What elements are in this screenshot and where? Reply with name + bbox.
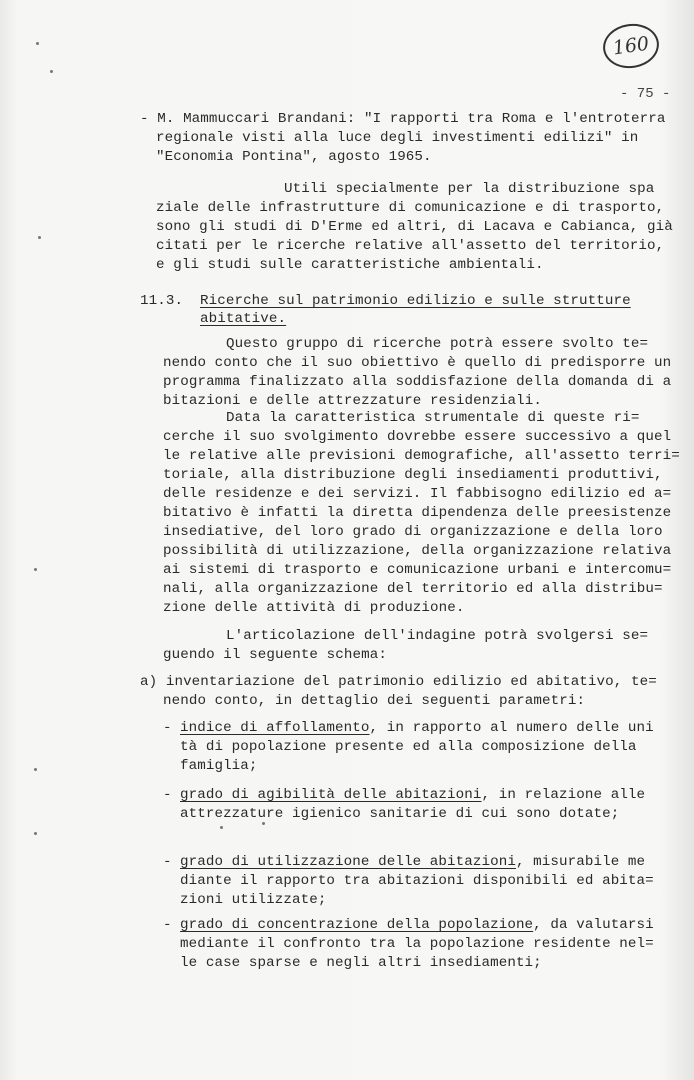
- scan-speck: [36, 42, 39, 45]
- intro-line-1: Utili specialmente per la distribuzione spa: [284, 181, 655, 197]
- bullet-2-line-1: [180, 786, 645, 804]
- bullet-2-rest: , in relazione alle: [481, 787, 646, 803]
- bullet-4-term: grado di concentrazione della popolazione: [180, 917, 534, 933]
- para3-line-1: L'articolazione dell'indagine potrà svolgersi se=: [226, 628, 649, 644]
- reference-line-2: regionale visti alla luce degli investimenti edilizi" in: [156, 130, 639, 146]
- scan-speck: [38, 236, 41, 239]
- section-title-line-2: abitative.: [200, 311, 287, 327]
- bullet-1-term: indice di affollamento: [180, 720, 370, 736]
- section-title-line-1: Ricerche sul patrimonio edilizio e sulle strutture: [200, 293, 631, 309]
- bullet-4-line-2: mediante il confronto tra la popolazione residente nel=: [180, 936, 654, 952]
- item-a-line-2: nendo conto, in dettaglio dei seguenti parametri:: [163, 693, 586, 709]
- para2-line-2: cerche il suo svolgimento dovrebbe essere successivo a quel: [163, 429, 672, 445]
- section-number: 11.3.: [140, 293, 184, 309]
- reference-line-3: "Economia Pontina", agosto 1965.: [156, 149, 432, 165]
- bullet-3-line-1: [180, 853, 645, 871]
- bullet-1-line-1: [180, 719, 654, 737]
- para1-line-4: bitazioni e delle attrezzature residenziali.: [163, 393, 543, 409]
- para2-line-1: Data la caratteristica strumentale di queste ri=: [226, 410, 640, 426]
- para2-line-5: delle residenze e dei servizi. Il fabbisogno edilizio ed a=: [163, 486, 672, 502]
- para2-line-3: le relative alle previsioni demografiche, all'assetto terri=: [163, 448, 680, 464]
- bullet-3-rest: , misurabile me: [515, 854, 646, 870]
- bullet-2-line-2: attrezzature igienico sanitarie di cui sono dotate;: [180, 806, 620, 822]
- scan-speck: [50, 70, 53, 73]
- bullet-3-line-2: diante il rapporto tra abitazioni disponibili ed abita=: [180, 873, 654, 889]
- para2-line-4: toriale, alla distribuzione degli insediamenti produttivi,: [163, 467, 663, 483]
- bullet-4-line-1: [180, 916, 654, 934]
- bullet-1-line-2: tà di popolazione presente ed alla composizione della: [180, 739, 637, 755]
- scan-speck: [34, 832, 37, 835]
- bullet-4-dash: -: [163, 917, 172, 933]
- para3-line-2: guendo il seguente schema:: [163, 647, 387, 663]
- bullet-2-term: grado di agibilità delle abitazioni: [180, 787, 482, 803]
- item-a-line-1: a) inventariazione del patrimonio edilizio ed abitativo, te=: [140, 674, 657, 690]
- intro-line-5: e gli studi sulle caratteristiche ambientali.: [156, 257, 544, 273]
- scan-speck: [262, 822, 265, 825]
- reference-line-1: - M. Mammuccari Brandani: "I rapporti tra Roma e l'entroterra: [140, 111, 666, 127]
- para2-line-9: ai sistemi di trasporto e comunicazione urbani e intercomu=: [163, 562, 672, 578]
- intro-line-3: sono gli studi di D'Erme ed altri, di Lacava e Cabianca, già: [156, 219, 673, 235]
- bullet-1-line-3: famiglia;: [180, 758, 258, 774]
- para2-line-7: insediative, del loro grado di organizzazione e della loro: [163, 524, 663, 540]
- bullet-3-line-3: zioni utilizzate;: [180, 892, 327, 908]
- scan-speck: [34, 768, 37, 771]
- para1-line-3: programma finalizzato alla soddisfazione della domanda di a: [163, 374, 672, 390]
- page-stamp: 160: [600, 20, 662, 71]
- para2-line-8: possibilità di utilizzazione, della organizzazione relativa: [163, 543, 672, 559]
- para2-line-6: bitativo è infatti la diretta dipendenza delle preesistenze: [163, 505, 672, 521]
- scan-speck: [220, 826, 223, 829]
- bullet-2-dash: -: [163, 787, 172, 803]
- bullet-3-dash: -: [163, 854, 172, 870]
- page-number: - 75 -: [620, 86, 671, 102]
- bullet-1-dash: -: [163, 720, 172, 736]
- intro-line-4: citati per le ricerche relative all'assetto del territorio,: [156, 238, 665, 254]
- bullet-3-term: grado di utilizzazione delle abitazioni: [180, 854, 516, 870]
- para2-line-10: nali, alla organizzazione del territorio ed alla distribu=: [163, 581, 663, 597]
- para1-line-1: Questo gruppo di ricerche potrà essere svolto te=: [226, 336, 649, 352]
- bullet-4-line-3: le case sparse e negli altri insediamenti;: [180, 955, 542, 971]
- bullet-1-rest: , in rapporto al numero delle uni: [369, 720, 654, 736]
- intro-line-2: ziale delle infrastrutture di comunicazione e di trasporto,: [156, 200, 665, 216]
- para2-line-11: zione delle attività di produzione.: [163, 600, 465, 616]
- scan-speck: [34, 568, 37, 571]
- para1-line-2: nendo conto che il suo obiettivo è quello di predisporre un: [163, 355, 672, 371]
- bullet-4-rest: , da valutarsi: [533, 917, 654, 933]
